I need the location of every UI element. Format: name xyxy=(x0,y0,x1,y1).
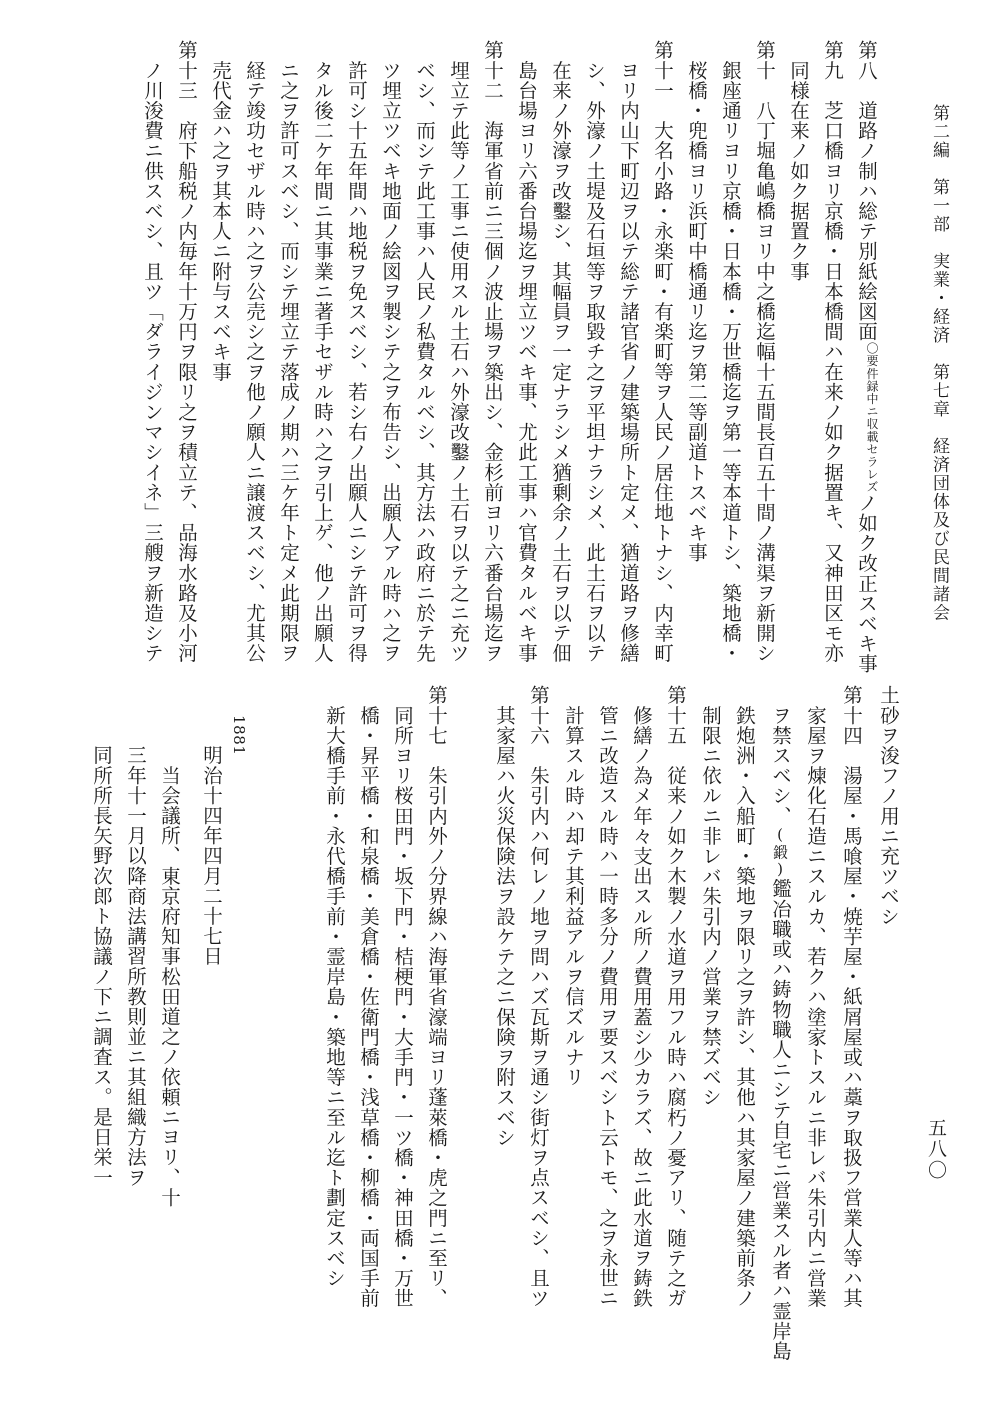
article-12-cont: ツ埋立ツベキ地面ノ絵図ヲ製シテ之ヲ布告シ、出願人アル時ハ之ヲ xyxy=(379,40,402,664)
article-16-cont: 其家屋ハ火災保険法ヲ設ケテ之ニ保険ヲ附スベシ xyxy=(493,685,516,1148)
correction-mark: (鍛) xyxy=(771,825,789,879)
article-15-cont: 修繕ノ為メ年々支出スル所ノ費用蓋シ少カラズ、故ニ此水道ヲ鋳鉄 xyxy=(630,685,653,1309)
article-10-cont: 桜橋・兜橋ヨリ浜町中橋通リ迄ヲ第二等副道トスベキ事 xyxy=(685,40,708,563)
article-12-cont: 許可シ十五年間ハ地税ヲ免スベシ、若シ右ノ出願人ニシテ許可ヲ得 xyxy=(345,40,368,664)
article-14-cont xyxy=(771,685,791,1361)
article-8 xyxy=(857,40,880,674)
annotation-note: 〇要件録中ニ収載セラレズ xyxy=(865,341,879,493)
article-11: 第十一 大名小路・永楽町・有楽町等ヲ人民ノ居住地トナシ、内幸町 xyxy=(651,40,674,664)
article-12-cont: ニ之ヲ許可スベシ、而シテ埋立テ落成ノ期ハ三ケ年ト定メ此期限ヲ xyxy=(277,40,300,664)
article-10-cont: 銀座通リヨリ京橋・日本橋・万世橋迄ヲ第一等本道トシ、築地橋・ xyxy=(719,40,742,664)
article-12: 第十二 海軍省前ニ三個ノ波止場ヲ築出シ、金杉前ヨリ六番台場迄ヲ xyxy=(481,40,504,664)
article-13-cont: ノ川浚費ニ供スベシ、且ツ「ダライジンマシイネ」三艘ヲ新造シテ xyxy=(141,40,164,664)
article-13: 第十三 府下船税ノ内毎年十万円ヲ限リ之ヲ積立テ、品海水路及小河 xyxy=(175,40,198,664)
article-9-cont: 同様在来ノ如ク据置ク事 xyxy=(787,40,810,282)
article-15: 第十五 従来ノ如ク木製ノ水道ヲ用フル時ハ腐朽ノ憂アリ、随テ之ガ xyxy=(664,685,687,1309)
article-12-cont: ベシ、而シテ此工事ハ人民ノ私費タルベシ、其方法ハ政府ニ於テ先 xyxy=(413,40,436,664)
article-8-tail: ノ如ク改正スベキ事 xyxy=(855,492,878,674)
article-14: 第十四 湯屋・馬喰屋・焼芋屋・紙屑屋或ハ藁ヲ取扱フ営業人等ハ其 xyxy=(840,685,863,1309)
article-10: 第十 八丁堀亀嶋橋ヨリ中之橋迄幅十五間長百五十間ノ溝渠ヲ新開シ xyxy=(753,40,776,664)
running-header: 第二編 第一部 実業・経済 第七章 経済団体及び民間諸会 xyxy=(929,104,949,622)
article-12-cont: 埋立テ此等ノ工事ニ使用スル土石ハ外濠改鑿ノ土石ヲ以テ之ニ充ツ xyxy=(447,40,470,664)
entry-text: 同所所長矢野次郎ト協議ノ下ニ調査ス。是日栄一 xyxy=(90,745,113,1188)
article-9: 第九 芝口橋ヨリ京橋・日本橋間ハ在来ノ如ク据置キ、又神田区モ亦 xyxy=(821,40,844,664)
article-17: 第十七 朱引内外ノ分界線ハ海軍省濠端ヨリ蓬萊橋・虎之門ニ至リ、 xyxy=(425,685,448,1309)
article-13-cont: 土砂ヲ浚フノ用ニ充ツベシ xyxy=(877,685,900,927)
article-8-text: 第八 道路ノ制ハ総テ別紙絵図面 xyxy=(855,40,878,342)
year-note: 1881 xyxy=(230,715,248,756)
article-14-cont: 家屋ヲ煉化石造ニスルカ、若クハ塗家トスルニ非レバ朱引内ニ営業 xyxy=(804,685,827,1309)
article-12-cont: 経テ竣功セザル時ハ之ヲ公売シ之ヲ他ノ願人ニ譲渡スベシ、尤其公 xyxy=(243,40,266,664)
article-14-cont: 鉄炮洲・入船町・築地ヲ限リ之ヲ許シ、其他ハ其家屋ノ建築前条ノ xyxy=(733,685,756,1309)
article-12-cont: 売代金ハ之ヲ其本人ニ附与スベキ事 xyxy=(209,40,232,382)
entry-text: 当会議所、東京府知事松田道之ノ依頼ニヨリ、十 xyxy=(158,745,181,1208)
entry-text: 三年十一月以降商法講習所教則並ニ其組織方法ヲ xyxy=(124,745,147,1188)
article-17-cont: 新大橋手前・永代橋手前・霊岸島・築地等ニ至ル迄ト劃定スベシ xyxy=(323,685,346,1288)
article-11-cont: ヨリ内山下町辺ヲ以テ総テ諸官省ノ建築場所ト定メ、猶道路ヲ修繕 xyxy=(617,40,640,664)
article-14-text: ヲ禁スベシ、 xyxy=(769,685,792,826)
article-14-cont: 制限ニ依ルニ非レバ朱引内ノ営業ヲ禁ズベシ xyxy=(699,685,722,1108)
article-11-cont: シ、外濠ノ土堤及石垣等ヲ取毀チ之ヲ平坦ナラシメ、此土石ヲ以テ xyxy=(583,40,606,664)
article-14-tail: 鑑冶職或ハ鋳物職人ニシテ自宅ニ営業スル者ハ霊岸島 xyxy=(769,878,792,1361)
article-11-cont: 島台場ヨリ六番台場迄ヲ埋立ツベキ事、尤此工事ハ官費タルベキ事 xyxy=(515,40,538,664)
article-17-cont: 同所ヨリ桜田門・坂下門・桔梗門・大手門・一ツ橋・神田橋・万世 xyxy=(391,685,414,1309)
article-15-cont: 計算スル時ハ却テ其利益アルヲ信ズルナリ xyxy=(562,685,585,1087)
article-15-cont: 管ニ改造スル時ハ一時多分ノ費用ヲ要スベシト云トモ、之ヲ永世ニ xyxy=(596,685,619,1309)
article-16: 第十六 朱引内ハ何レノ地ヲ問ハズ瓦斯ヲ通シ街灯ヲ点スベシ、且ツ xyxy=(527,685,550,1309)
page-number: 五八〇 xyxy=(925,1118,947,1181)
article-11-cont: 在来ノ外濠ヲ改鑿シ、其幅員ヲ一定ナラシメ猶剰余ノ土石ヲ以テ佃 xyxy=(549,40,572,664)
article-12-cont: タル後二ケ年間ニ其事業ニ著手セザル時ハ之ヲ引上ゲ、他ノ出願人 xyxy=(311,40,334,664)
article-17-cont: 橋・昇平橋・和泉橋・美倉橋・佐衛門橋・浅草橋・柳橋・両国手前 xyxy=(357,685,380,1309)
entry-date: 明治十四年四月二十七日 xyxy=(200,745,223,967)
